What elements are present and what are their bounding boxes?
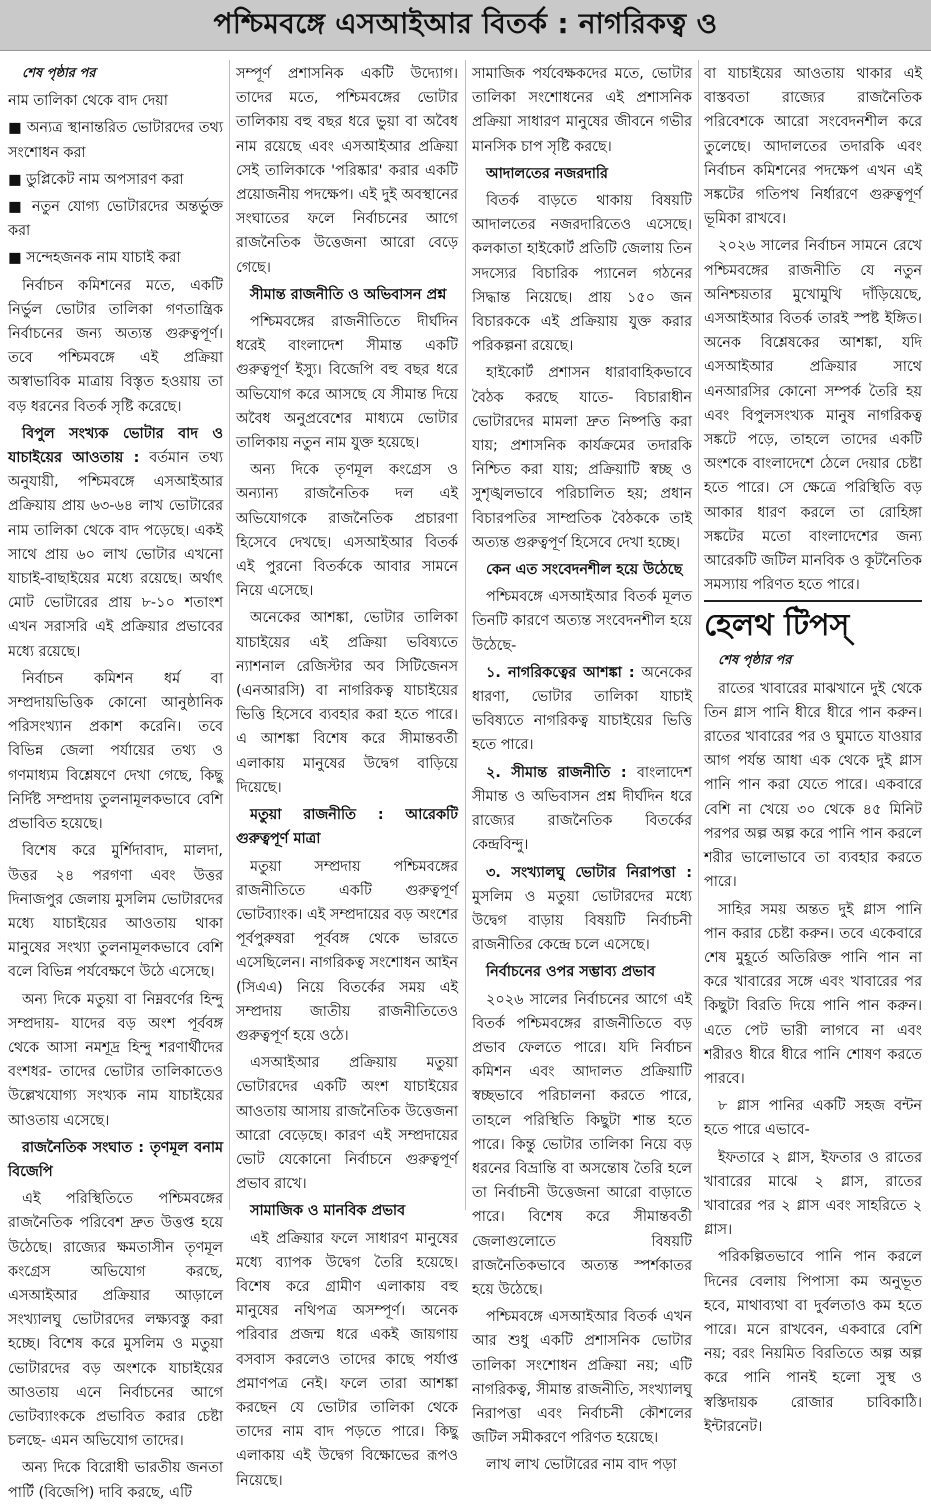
bullet-item: ■ নতুন যোগ্য ভোটারদের অন্তর্ভুক্ত করা [8, 199, 223, 240]
paragraph: রাতের খাবারের মাঝখানে দুই থেকে তিন গ্লাস পানি ধীরে ধীরে পান করুন। রাতের খাবারের পর ও ঘুমাতে যাওয়ার আগ পর্যন্ত আধা এক থেকে দুই গ্লাস পানি পান করা যেতে পারে। একবারে বেশি না খেয়ে ৩০ থেকে ৪৫ মিনিট পরপর অল্প অল্প করে পানি পান করলে শরীর ভালোভাবে তা ব্যবহার করতে পারে। [704, 680, 922, 891]
paragraph-text: বর্তমান তথ্য অনুযায়ী, পশ্চিমবঙ্গে এসআইআর প্রক্রিয়ায় প্রায় ৬৩-৬৪ লাখ ভোটারের নাম তালিকা থেকে বাদ পড়েছে। একই সাথে প্রায় ৬০ লাখ ভোটার এখনো যাচাই-বাছাইয়ের মধ্যে রয়েছে। অর্থাৎ মোট ভোটারের প্রায় ৮-১০ শতাংশ এখন সরাসরি এই প্রক্রিয়ার প্রভাবের মধ্যে রয়েছে। [8, 450, 223, 660]
paragraph: অন্য দিকে বিরোধী ভারতীয় জনতা পার্টি (বিজেপি) দাবি করছে, এটি [8, 1460, 223, 1501]
article-column-4 [704, 62, 922, 1435]
paragraph: এই পরিস্থিতিতে পশ্চিমবঙ্গের রাজনৈতিক পরিবেশ দ্রুত উত্তপ্ত হয়ে উঠেছে। রাজ্যের ক্ষমতাসীন তৃণমূল কংগ্রেস অভিযোগ করছে, এসআইআর প্রক্রিয়ার আড়ালে সংখ্যালঘু ভোটারদের লক্ষ্যবস্তু করা হচ্ছে। বিশেষ করে মুসলিম ও মতুয়া ভোটারদের বড় অংশকে যাচাইয়ের আওতায় এনে নির্বাচনের আগে ভোটব্যাংককে প্রভাবিত করার চেষ্টা চলছে- এমন অভিযোগ তাদের। [8, 1191, 223, 1450]
subheading: কেন এত সংবেদনশীল হয়ে উঠেছে [486, 562, 683, 579]
paragraph: এসআইআর প্রক্রিয়ায় মতুয়া ভোটারদের একটি অংশ যাচাইয়ের আওতায় আসায় রাজনৈতিক উত্তেজনা আরো বেড়েছে। কারণ এই সম্প্রদায়ের ভোট যেকোনো নির্বাচনে গুরুত্বপূর্ণ প্রভাব রাখে। [236, 1055, 458, 1193]
paragraph: নাম তালিকা থেকে বাদ দেয়া [8, 93, 168, 110]
paragraph: সামাজিক পর্যবেক্ষকদের মতে, ভোটার তালিকা সংশোধনের এই প্রশাসনিক প্রক্রিয়া সাধারণ মানুষের জীবনে গভীর মানসিক চাপ সৃষ্টি করছে। [472, 66, 692, 155]
paragraph: ৮ গ্লাস পানির একটি সহজ বন্টন হতে পারে এভাবে- [704, 1098, 922, 1139]
paragraph: ইফতারে ২ গ্লাস, ইফতার ও রাতের খাবারের মাঝে ২ গ্লাস, রাতের খাবারের পর ২ গ্লাস এবং সাহরিতে ২ গ্লাস। [704, 1149, 922, 1239]
column-divider [698, 60, 699, 1210]
paragraph: বিশেষ করে মুর্শিদাবাদ, মালদা, উত্তর ২৪ পরগণা এবং উত্তর দিনাজপুর জেলায় মুসলিম ভোটারদের মধ্যে যাচাইয়ের আওতায় থাকা মানুষের সংখ্যা তুলনামূলকভাবে বেশি বলে বিভিন্ন পর্যবেক্ষণে উঠে এসেছে। [8, 843, 223, 981]
paragraph: অন্য দিকে মতুয়া বা নিম্নবর্ণের হিন্দু সম্প্রদায়- যাদের বড় অংশ পূর্ববঙ্গ থেকে আসা নমশূদ্র হিন্দু শরণার্থীদের বংশধর- তাদের ভোটার তালিকাতেও উল্লেখযোগ্য সংখ্যক নাম যাচাইয়ের আওতায় এসেছে। [8, 991, 223, 1129]
paragraph: সম্পূর্ণ প্রশাসনিক একটি উদ্যোগ। তাদের মতে, পশ্চিমবঙ্গের ভোটার তালিকায় বহু বছর ধরে ভুয়া বা অবৈধ নাম রয়েছে এবং এসআইআর প্রক্রিয়া সেই তালিকাকে 'পরিষ্কার' করার একটি প্রয়োজনীয় পদক্ষেপ। এই দুই অবস্থানের সংঘাতের ফলে নির্বাচনের আগে রাজনৈতিক উত্তেজনা আরো বেড়ে গেছে। [236, 66, 458, 276]
paragraph: বিতর্ক বাড়তে থাকায় বিষয়টি আদালতের নজরদারিতেও এসেছে। কলকাতা হাইকোর্ট প্রতিটি জেলায় তিন সদস্যের বিচারিক প্যানেল গঠনের সিদ্ধান্ত নিয়েছে। প্রায় ১৫০ জন বিচারককে এই প্রক্রিয়ায় যুক্ত করার পরিকল্পনা রয়েছে। [472, 193, 692, 355]
bullet-item: ■ সন্দেহজনক নাম যাচাই করা [8, 250, 181, 267]
subheading: আদালতের নজরদারি [486, 165, 608, 182]
headline: পশ্চিমবঙ্গে এসআইআর বিতর্ক : নাগরিকত্ব ও [0, 0, 931, 51]
list-item-title: ২. সীমান্ত রাজনীতি : [486, 764, 627, 781]
article-column-3 [472, 62, 693, 1474]
list-item-text: মুসলিম ও মতুয়া ভোটারদের মধ্যে উদ্বেগ বাড়ায় বিষয়টি নির্বাচনী রাজনীতির কেন্দ্রে চলে এসেছে। [472, 888, 692, 954]
continued-label: শেষ পৃষ্ঠার পর [22, 66, 96, 81]
paragraph: পশ্চিমবঙ্গের রাজনীতিতে দীর্ঘদিন ধরেই বাংলাদেশ সীমান্ত একটি গুরুত্বপূর্ণ ইস্যু। বিজেপি বহু বছর ধরে অভিযোগ করে আসছে যে সীমান্ত দিয়ে অবৈধ অনুপ্রবেশের মাধ্যমে ভোটার তালিকায় নতুন নাম যুক্ত হয়েছে। [236, 314, 458, 452]
paragraph: ২০২৬ সালের নির্বাচন সামনে রেখে পশ্চিমবঙ্গের রাজনীতি যে নতুন অনিশ্চয়তার মুখোমুখি দাঁড়িয়েছে, এসআইআর বিতর্ক তারই স্পষ্ট ইঙ্গিত। অনেক বিশ্লেষকের আশঙ্কা, যদি এসআইআর প্রক্রিয়ার সাথে এনআরসির কোনো সম্পর্ক তৈরি হয় এবং বিপুলসংখ্যক মানুষ নাগরিকত্ব সঙ্কটে পড়ে, তাহলে তাদের একটি অংশকে বাংলাদেশে ঠেলে দেয়ার চেষ্টা হতে পারে। সে ক্ষেত্রে পরিস্থিতি বড় আকার ধারণ করলে তা রোহিঙ্গা সঙ্কটের মতো বাংলাদেশের জন্য আরেকটি জটিল মানবিক ও কূটনৈতিক সমস্যায় পরিণত হতে পারে। [704, 238, 922, 594]
article-column-2 [236, 62, 458, 1489]
article-column-1 [8, 62, 223, 1501]
paragraph: নির্বাচন কমিশনের মতে, একটি নির্ভুল ভোটার তালিকা গণতান্ত্রিক নির্বাচনের জন্য অত্যন্ত গুরুত্বপূর্ণ। তবে পশ্চিমবঙ্গে এই প্রক্রিয়া অস্বাভাবিক মাত্রায় বিস্তৃত হওয়ায় তা বড় ধরনের বিতর্ক সৃষ্টি করেছে। [8, 277, 223, 415]
list-item-title: ১. নাগরিকত্বের আশঙ্কা : [486, 664, 635, 681]
inline-subheading: বিপুল সংখ্যক ভোটার বাদ ও যাচাইয়ের আওতায় : [8, 425, 223, 467]
paragraph: নির্বাচন কমিশন ধর্ম বা সম্প্রদায়ভিত্তিক কোনো আনুষ্ঠানিক পরিসংখ্যান প্রকাশ করেনি। তবে বিভিন্ন জেলা পর্যায়ের তথ্য ও গণমাধ্যম বিশ্লেষণে দেখা গেছে, কিছু নির্দিষ্ট সম্প্রদায় তুলনামূলকভাবে বেশি প্রভাবিত হয়েছে। [8, 670, 223, 833]
subheading: নির্বাচনের ওপর সম্ভাব্য প্রভাব [486, 964, 656, 981]
paragraph: অনেকের আশঙ্কা, ভোটার তালিকা যাচাইয়ের এই প্রক্রিয়া ভবিষ্যতে ন্যাশনাল রেজিস্টার অব সিটিজেনস (এনআরসি) বা নাগরিকত্ব যাচাইয়ের ভিত্তি হিসেবে ব্যবহার করা হতে পারে। এ আশঙ্কা বিশেষ করে সীমান্তবর্তী এলাকায় মানুষের উদ্বেগ বাড়িয়ে দিয়েছে। [236, 610, 458, 796]
paragraph: পরিকল্পিতভাবে পানি পান করলে দিনের বেলায় পিপাসা কম অনুভূত হবে, মাথাব্যথা বা দুর্বলতাও কম হতে পারে। মনে রাখবেন, একবারে বেশি নয়; বরং নিয়মিত বিরতিতে অল্প অল্প করে পানি পানই হলো সুস্থ ও স্বস্তিদায়ক রোজার চাবিকাঠি। ইন্টারনেট। [704, 1249, 922, 1435]
paragraph: মতুয়া সম্প্রদায় পশ্চিমবঙ্গের রাজনীতিতে একটি গুরুত্বপূর্ণ ভোটব্যাংক। এই সম্প্রদায়ের বড় অংশের পূর্বপুরুষরা পূর্ববঙ্গ থেকে ভারতে এসেছিলেন। নাগরিকত্ব সংশোধন আইন (সিএএ) নিয়ে বিতর্কের সময় এই সম্প্রদায় জাতীয় রাজনীতিতেও গুরুত্বপূর্ণ হয়ে ওঠে। [236, 858, 458, 1044]
paragraph: এই প্রক্রিয়ার ফলে সাধারণ মানুষের মধ্যে ব্যাপক উদ্বেগ তৈরি হয়েছে। বিশেষ করে গ্রামীণ এলাকায় বহু মানুষের নথিপত্র অসম্পূর্ণ। অনেক পরিবার প্রজন্ম ধরে একই জায়গায় বসবাস করলেও তাদের কাছে পর্যাপ্ত প্রমাণপত্র নেই। ফলে তারা আশঙ্কা করছেন যে ভোটার তালিকা থেকে তাদের নাম বাদ পড়তে পারে। কিছু এলাকায় এই উদ্বেগ বিক্ষোভের রূপও নিয়েছে। [236, 1230, 458, 1489]
paragraph: হাইকোর্ট প্রশাসন ধারাবাহিকভাবে বৈঠক করছে যাতে- বিচারাধীন ভোটারদের মামলা দ্রুত নিষ্পত্তি করা যায়; প্রশাসনিক কার্যক্রমের তদারকি নিশ্চিত করা যায়; প্রক্রিয়াটি স্বচ্ছ ও সুশৃঙ্খলভাবে পরিচালিত হয়; প্রধান বিচারপতির সাম্প্রতিক বৈঠককে তাই অত্যন্ত গুরুত্বপূর্ণ হিসেবে দেখা হচ্ছে। [472, 365, 692, 551]
column-divider [229, 60, 230, 1210]
continued-label: শেষ পৃষ্ঠার পর [718, 653, 792, 669]
list-item-title: ৩. সংখ্যালঘু ভোটার নিরাপত্তা : [486, 864, 692, 881]
paragraph: পশ্চিমবঙ্গে এসআইআর বিতর্ক মূলত তিনটি কারণে অত্যন্ত সংবেদনশীল হয়ে উঠেছে- [472, 589, 692, 654]
subheading: সীমান্ত রাজনীতি ও অভিবাসন প্রশ্ন [250, 286, 447, 303]
column-divider [465, 60, 466, 1210]
list-item-text: অনেকের ধারণা, ভোটার তালিকা যাচাই ভবিষ্যতে নাগরিকত্ব যাচাইয়ের ভিত্তি হতে পারে। [472, 664, 693, 754]
paragraph: পশ্চিমবঙ্গে এসআইআর বিতর্ক এখন আর শুধু একটি প্রশাসনিক ভোটার তালিকা সংশোধন প্রক্রিয়া নয়; এটি নাগরিকত্ব, সীমান্ত রাজনীতি, সংখ্যালঘু নিরাপত্তা এবং নির্বাচনী কৌশলের জটিল সমীকরণে পরিণত হয়েছে। [472, 1309, 692, 1447]
paragraph: বা যাচাইয়ের আওতায় থাকার এই বাস্তবতা রাজ্যের রাজনৈতিক পরিবেশকে আরো সংবেদনশীল করে তুলেছে। আদালতের তদারকি এবং নির্বাচন কমিশনের পদক্ষেপ এখন এই সঙ্কটের গতিপথ নির্ধারণে গুরুত্বপূর্ণ ভূমিকা রাখবে। [704, 66, 922, 228]
bullet-item: ■ ডুপ্লিকেট নাম অপসারণ করা [8, 171, 184, 188]
paragraph: সাহির সময় অন্তত দুই গ্লাস পানি পান করার চেষ্টা করুন। তবে একেবারে শেষ মুহূর্তে অতিরিক্ত পানি পান না করে খাবারের সঙ্গে এবং খাবারের পর কিছুটা বিরতি দিয়ে পানি পান করুন। এতে পেট ভারী লাগবে না এবং শরীরও ধীরে ধীরে পানি শোষণ করতে পারবে। [704, 901, 922, 1087]
paragraph: লাখ লাখ ভোটারের নাম বাদ পড়া [486, 1457, 677, 1474]
health-tips-title: হেলথ টিপস্ [704, 600, 922, 646]
subheading: রাজনৈতিক সংঘাত : তৃণমূল বনাম বিজেপি [8, 1139, 223, 1180]
paragraph: অন্য দিকে তৃণমূল কংগ্রেস ও অন্যান্য রাজনৈতিক দল এই অভিযোগকে রাজনৈতিক প্রচারণা হিসেবে দেখছে। এসআইআর বিতর্ক এই পুরনো বিতর্ককে আবার সামনে নিয়ে এসেছে। [236, 462, 458, 600]
subheading: মতুয়া রাজনীতি : আরেকটি গুরুত্বপূর্ণ মাত্রা [236, 807, 458, 848]
list-item-text: বাংলাদেশ সীমান্ত ও অভিবাসন প্রশ্ন দীর্ঘদিন ধরে রাজ্যের রাজনৈতিক বিতর্কের কেন্দ্রবিন্দু। [472, 764, 692, 854]
subheading: সামাজিক ও মানবিক প্রভাব [250, 1203, 406, 1220]
paragraph: ২০২৬ সালের নির্বাচনের আগে এই বিতর্ক পশ্চিমবঙ্গের রাজনীতিতে বড় প্রভাব ফেলতে পারে। যদি নির্বাচন কমিশন এবং আদালত প্রক্রিয়াটি স্বচ্ছভাবে পরিচালনা করতে পারে, তাহলে পরিস্থিতি কিছুটা শান্ত হতে পারে। কিন্তু ভোটার তালিকা নিয়ে বড় ধরনের বিভ্রান্তি বা অসন্তোষ তৈরি হলে তা নির্বাচনী উত্তেজনা আরো বাড়াতে পারে। বিশেষ করে সীমান্তবর্তী জেলাগুলোতে বিষয়টি রাজনৈতিকভাবে অত্যন্ত স্পর্শকাতর হয়ে উঠেছে। [472, 991, 692, 1298]
bullet-item: ■ অন্যত্র স্থানান্তরিত ভোটারদের তথ্য সংশোধন করা [8, 120, 223, 161]
